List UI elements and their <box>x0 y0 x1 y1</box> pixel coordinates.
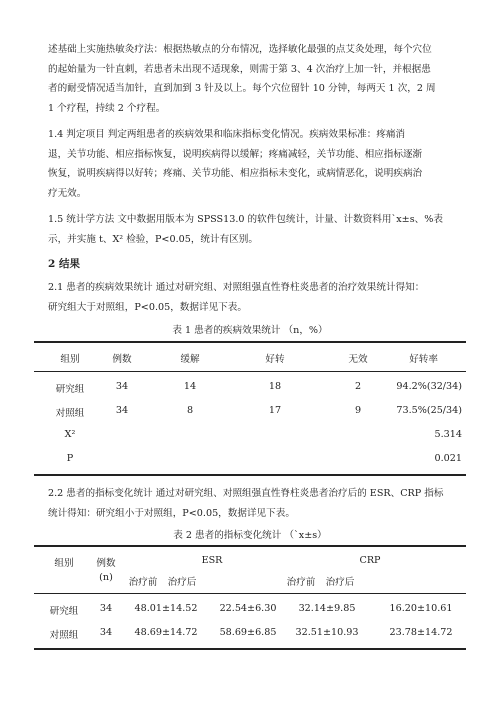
table-cell: 8 <box>186 405 194 416</box>
table-2-esr-header: ESR <box>201 555 223 566</box>
table-cell: 2 <box>354 381 362 392</box>
results-heading: 2 结果 <box>48 258 80 270</box>
table-cell: 研究组 <box>49 606 79 617</box>
table-2-count-unit: (n) <box>99 572 113 583</box>
intro-line: 的起始量为一针直刺，若患者未出现不适现象，则需于第 3、4 次治疗上加一针，并根据患 <box>48 63 431 75</box>
table-1-header-rule <box>34 371 466 372</box>
table-1-header-cell: 好转率 <box>409 354 438 365</box>
table-2-caption: 表 2 患者的指标变化统计 （`x±s） <box>173 530 327 541</box>
table-1-header-cell: 组别 <box>60 354 80 365</box>
table-2-sub-header: 治疗前 <box>128 577 158 588</box>
table-1-caption: 表 1 患者的疾病效果统计 （n，%） <box>172 325 328 336</box>
table-cell: 5.314 <box>434 429 462 440</box>
section-2-1-paragraph <box>48 278 452 317</box>
section-line: 2.1 患者的疾病效果统计 通过对研究组、对照组强直性脊柱炎患者的治疗效果统计得知： <box>48 282 425 293</box>
section-line: 研究组大于对照组，P<0.05，数据详见下表。 <box>48 301 247 313</box>
table-2-count-header: 例数 <box>96 558 116 569</box>
table-2-header-rule <box>34 593 466 594</box>
section-2-2-paragraph <box>48 484 452 523</box>
section-line: 2.2 患者的指标变化统计 通过对研究组、对照组强直性脊柱炎患者治疗后的 ESR、CRP 指标 <box>48 488 444 499</box>
table-cell: 73.5%(25/34) <box>396 405 462 416</box>
table-2-crp-header: CRP <box>359 555 381 566</box>
section-line: 疗无效。 <box>48 187 87 199</box>
table-cell: 48.69±14.72 <box>134 627 198 638</box>
table-2-sub-header: 治疗后 <box>167 577 197 588</box>
table-1-top-rule <box>34 341 466 343</box>
table-2-sub-header: 治疗后 <box>325 577 355 588</box>
intro-paragraph <box>48 40 452 118</box>
section-1-4-paragraph <box>48 125 452 203</box>
section-line: 统计得知：研究组小于对照组，P<0.05，数据详见下表。 <box>48 507 295 519</box>
table-cell: 94.2%(32/34) <box>396 381 462 392</box>
table-cell: 23.78±14.72 <box>389 627 453 638</box>
table-cell: 14 <box>183 381 197 392</box>
table-cell: 32.14±9.85 <box>298 603 356 614</box>
table-cell: 22.54±6.30 <box>219 603 277 614</box>
table-cell: 34 <box>99 627 113 638</box>
intro-line: 1 个疗程，持续 2 个疗程。 <box>48 102 166 114</box>
table-1-header-cell: 无效 <box>348 354 368 365</box>
table-cell: 58.69±6.85 <box>219 627 277 638</box>
section-1-5-paragraph <box>48 210 452 249</box>
table-2-group-header: 组别 <box>54 558 74 569</box>
section-line: 示，并实施 t、X² 检验，P<0.05，统计有区别。 <box>48 233 258 245</box>
table-cell: 16.20±10.61 <box>389 603 453 614</box>
section-line: 1.5 统计学方法 文中数据用版本为 SPSS13.0 的软件包统计，计量、计数资料用`x±s、%表 <box>48 214 443 225</box>
table-1-bottom-rule <box>34 474 466 476</box>
table-1-header-cell: 缓解 <box>180 354 200 365</box>
table-cell: 32.51±10.93 <box>295 627 359 638</box>
intro-line: 述基础上实施热敏灸疗法：根据热敏点的分布情况，选择敏化最强的点艾灸处理，每个穴位 <box>48 44 432 55</box>
table-cell: 9 <box>354 405 362 416</box>
table-1-header-cell: 好转 <box>265 354 285 365</box>
table-1-header-cell: 例数 <box>112 354 132 365</box>
table-2-sub-header: 治疗前 <box>286 577 316 588</box>
table-cell: P <box>66 453 74 464</box>
table-cell: 34 <box>115 405 129 416</box>
table-cell: 48.01±14.52 <box>134 603 198 614</box>
table-cell: 对照组 <box>55 408 85 419</box>
table-cell: 17 <box>268 405 282 416</box>
table-cell: 18 <box>268 381 282 392</box>
section-line: 退，关节功能、相应指标恢复，说明疾病得以缓解；疼痛减轻，关节功能、相应指标逐渐 <box>48 148 423 160</box>
table-cell: 0.021 <box>434 453 462 464</box>
table-cell: X² <box>64 429 76 440</box>
section-line: 1.4 判定项目 判定两组患者的疾病效果和临床指标变化情况。疾病效果标准：疼痛消 <box>48 129 406 140</box>
section-line: 恢复，说明疾病得以好转；疼痛、关节功能、相应指标未变化，或病情恶化，说明疾病治 <box>48 168 423 179</box>
intro-line: 者的耐受情况适当加针，直到加到 3 针及以上。每个穴位留针 10 分钟，每两天 1 次，2 周 <box>48 83 436 94</box>
table-2-top-rule <box>34 545 466 547</box>
table-cell: 研究组 <box>55 384 85 395</box>
table-cell: 对照组 <box>49 630 79 641</box>
table-cell: 34 <box>115 381 129 392</box>
table-cell: 34 <box>99 603 113 614</box>
table-2-bottom-rule <box>34 648 466 650</box>
